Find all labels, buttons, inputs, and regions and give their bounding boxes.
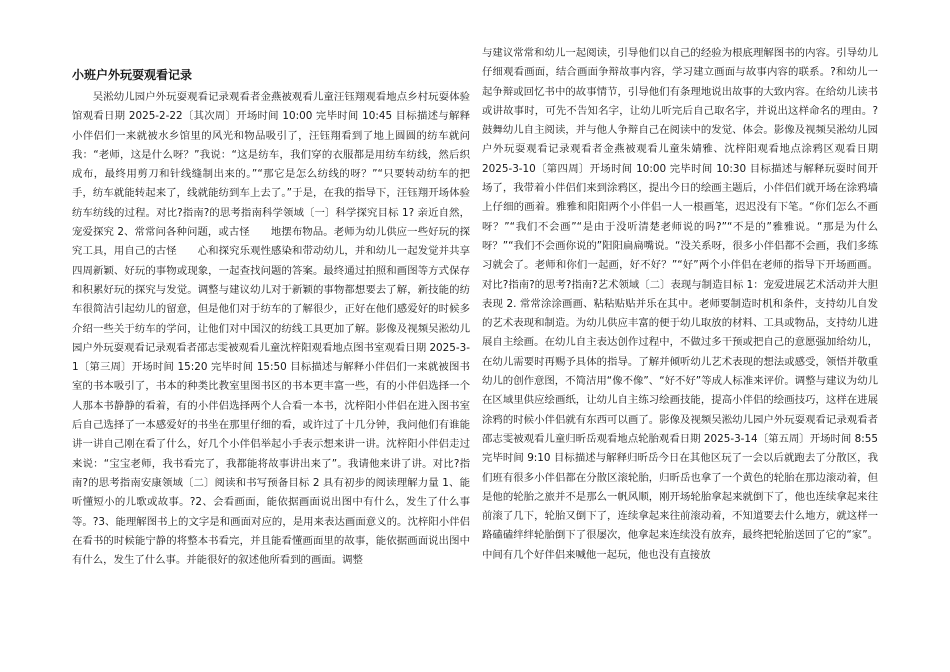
left-column [72, 65, 470, 661]
left-paragraph: 吴淞幼儿园户外玩耍观看记录观看者金燕被观看儿童汪钰翔观看地点乡村玩耍体验馆观看日期 2025-2-22〔其次周〕开场时间 10:00 完毕时间 10:45 目标描述与解释小伴侣们一来就被水乡馆里的风光和物品吸引了，汪钰翔看到了地上圆圆的纺车就问我：“老师，这是什么呀？”我说：“这是纺车，我们穿的衣服都是用纺车纺线，然后织成布，最终用剪刀和针线缝制出来的。”“那它是怎么纺线的呀？”“只要转动纺车的把手，纺车就能转起来了，线就能纺到车上去了。”于是，在我的指导下，汪钰翔开场体验纺车纺线的过程。对比?指南?的思考指南科学领域〔一〕科学探究目标 1? 亲近自然，宠爱探究 2、常常问各种问题，或古怪 地摆布物品。老师为幼儿供应一些好玩的探究工具，用自己的古怪 心和探究乐观性感染和带动幼儿，并和幼儿一起发觉并共享四周新颖、好玩的事物或现象，一起查找问题的答案。最终通过拍照和画图等方式保存和积累好玩的探究与发觉。调整与建议幼儿对于新颖的事物都想要去了解，新技能的纺车很简洁引起幼儿的留意，但是他们对于纺车的了解很少，正好在他们感爱好的时候多介绍一些关于纺车的学问，让他们对中国汉的纺线工具更加了解。影像及视频吴淞幼儿园户外玩耍观看记录观看者邵志雯被观看儿童沈梓阳观看地点图书室观看日期 2025-3-1〔第三周〕开场时间 15:20 完毕时间 15:50 目标描述与解释小伴侣们一来就被图书室的书本吸引了，书本的种类比教室里图书区的书本更丰富一些，有的小伴侣选择一个人那本书静静的看着，有的小伴侣选择两个人合看一本书，沈梓阳小伴侣在进入图书室后自己选择了一本感爱好的书坐在那里仔细的看，或许过了十几分钟，我问他们有谁能讲一讲自己刚在看了什么，好几个小伴侣举起小手表示想来讲一讲。沈梓阳小伴侣走过来说：“宝宝老师，我书看完了，我都能将故事讲出来了”。我请他来讲了讲。对比?指南?的思考指南安康领域〔二〕阅读和书写预备目标 2 具有初步的阅读理解力量 1、能听懂短小的儿歌或故事。?2、会看画面，能依据画面说出图中有什么，发生了什么事等。?3、能理解图书上的文字是和画面对应的，是用来表达画面意义的。沈梓阳小伴侣在看书的时候能宁静的将整本书看完，并且能看懂画面里的故事，能依据画面说出图中有什么，发生了什么事。并能很好的叙述他所看到的画面。调整 [72, 91, 470, 567]
right-paragraph: 与建议常常和幼儿一起阅读，引导他们以自己的经验为根底理解图书的内容。引导幼儿仔细观看画面，结合画面争辩故事内容，学习建立画面与故事内容的联系。?和幼儿一起争辩或回忆书中的故事情节，引导他们有条理地说出故事的大致内容。在给幼儿读书或讲故事时，可先不告知名字，让幼儿听完后自己取名字，并说出这样命名的理由。?鼓舞幼儿自主阅读，并与他人争辩自己在阅读中的发觉、体会。影像及视频吴淞幼儿园户外玩耍观看记录观看者金燕被观看儿童朱婧雅、沈梓阳观看地点涂鸦区观看日期 2025-3-10〔第四周〕开场时间 10:00 完毕时间 10:30 目标描述与解释玩耍时间开场了，我带着小伴侣们来到涂鸦区，提出今日的绘画主题后，小伴侣们就开场在涂鸦墙上仔细的画着。雅雅和阳阳两个小伴侣一人一根画笔，迟迟没有下笔。“你们怎么不画呀？”“我们不会画”“是由于没听清楚老师说的吗?”“不是的”雅雅说。“那是为什么呀？”“我们不会画你说的”阳阳扁扁嘴说。“没关系呀，很多小伴侣都不会画，我们多练习就会了。老师和你们一起画，好不好？”“好”两个小伴侣在老师的指导下开场画画。对比?指南?的思考?指南?艺术领域〔二〕表现与制造目标 1：宠爱进展艺术活动并大胆表现 2. 常常涂涂画画、粘粘贴贴并乐在其中。老师要制造时机和条件，支持幼儿自发的艺术表现和制造。为幼儿供应丰富的便于幼儿取放的材料、工具或物品，支持幼儿进展自主绘画。在幼儿自主表达创作过程中，不做过多干预或把自己的意愿强加给幼儿，在幼儿需要时再赐予具体的指导。了解并倾听幼儿艺术表现的想法或感受，领悟并敬重幼儿的创作意图，不简洁用“像不像”、“好不好”等成人标准来评价。调整与建议为幼儿在区域里供应绘画纸，让幼儿自主练习绘画技能，提高小伴侣的绘画技巧，这样在进展涂鸦的时候小伴侣就有东西可以画了。影像及视频吴淞幼儿园户外玩耍观看记录观看者邵志雯被观看儿童归昕岳观看地点轮胎观看日期 2025-3-14〔第五周〕开场时间 8:55 完毕时间 9:10 目标描述与解释归昕岳今日在其他区玩了一会以后就跑去了分散区，我们班有很多小伴侣都在分散区滚轮胎，归昕岳也拿了一个黄色的轮胎在那边滚动着，但是他的轮胎之旅并不是那么一帆风顺，刚开场轮胎拿起来就倒下了，他也连续拿起来往前滚了几下，轮胎又倒下了，连续拿起来往前滚动着，不知道要去什么地方，就这样一路磕磕绊绊轮胎倒下了很屡次，他拿起来连续没有放弃，最终把轮胎送回了它的“家”。中间有几个好伴侣来喊他一起玩，他也没有直接放 [482, 47, 878, 561]
right-column [482, 44, 878, 660]
document-title: 小班户外玩耍观看记录 [72, 68, 193, 82]
